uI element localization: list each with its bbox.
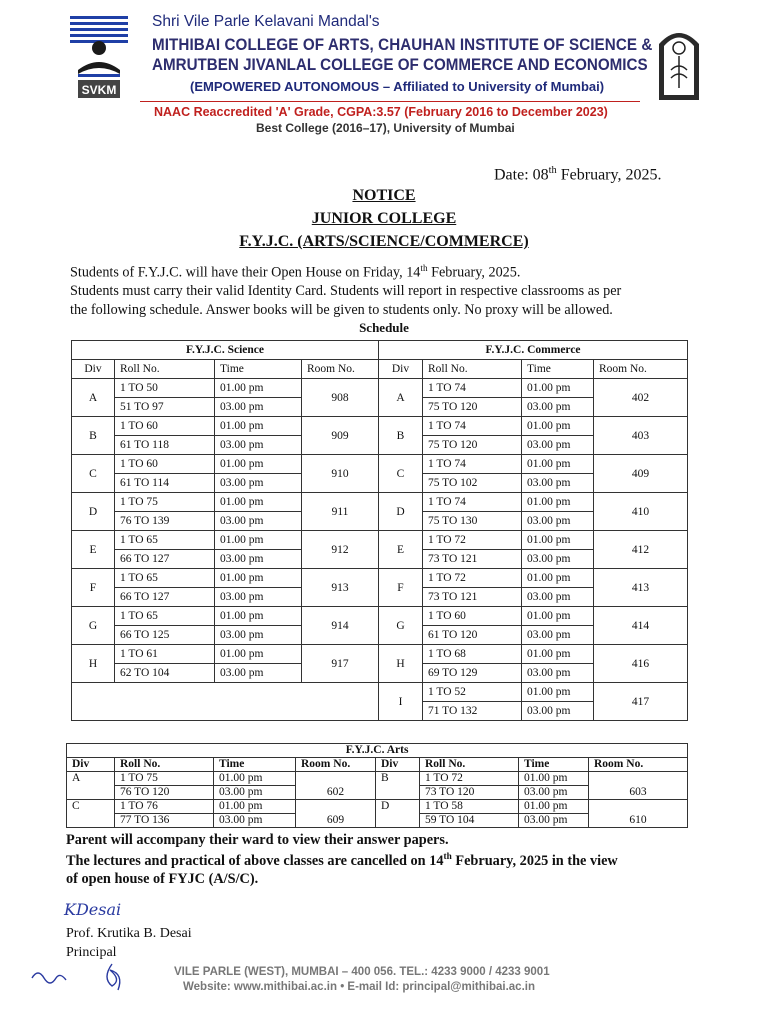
body-line-1: Students of F.Y.J.C. will have their Open House on Friday, 14th February, 2025. [70,263,521,281]
time-cell: 03.00 pm [215,436,302,455]
roll-cell: 1 TO 72 [423,531,522,550]
time-cell: 01.00 pm [522,417,594,436]
time-cell: 03.00 pm [519,814,589,828]
division-cell: F [72,569,115,607]
division-cell: I [379,683,423,721]
division-cell: C [72,455,115,493]
body-line-3: the following schedule. Answer books will be given to students only. No proxy will be allowed. [70,302,613,318]
division-cell: C [67,800,115,828]
roll-cell: 1 TO 65 [115,607,215,626]
note-cancel-2: of open house of FYJC (A/S/C). [66,871,259,887]
division-cell: H [379,645,423,683]
time-cell: 03.00 pm [522,702,594,721]
roll-cell: 73 TO 120 [420,786,519,800]
column-header: Div [376,758,420,772]
roll-cell: 59 TO 104 [420,814,519,828]
naac-grade: NAAC Reaccredited 'A' Grade, CGPA:3.57 (February 2016 to December 2023) [154,105,608,119]
time-cell: 03.00 pm [215,588,302,607]
room-cell: 413 [594,569,688,607]
time-cell: 01.00 pm [522,645,594,664]
time-cell: 03.00 pm [215,474,302,493]
room-cell: 913 [302,569,379,607]
time-cell: 01.00 pm [215,607,302,626]
time-cell: 03.00 pm [214,814,296,828]
column-header: Time [522,360,594,379]
note-cancel-1: The lectures and practical of above classes are cancelled on 14th February, 2025 in the view [66,852,618,869]
time-cell: 03.00 pm [215,664,302,683]
column-header: Roll No. [115,360,215,379]
roll-cell: 1 TO 65 [115,569,215,588]
roll-cell: 1 TO 60 [115,455,215,474]
roll-cell: 1 TO 58 [420,800,519,814]
roll-cell: 1 TO 52 [423,683,522,702]
time-cell: 03.00 pm [215,550,302,569]
time-cell: 01.00 pm [519,800,589,814]
room-cell: 410 [594,493,688,531]
division-cell: H [72,645,115,683]
trust-name: Shri Vile Parle Kelavani Mandal's [152,13,380,30]
time-cell: 03.00 pm [522,664,594,683]
roll-cell: 1 TO 72 [420,772,519,786]
roll-cell: 75 TO 102 [423,474,522,493]
footer-contact: Website: www.mithibai.ac.in • E-mail Id: principal@mithibai.ac.in [183,981,535,993]
room-cell: 911 [302,493,379,531]
time-cell: 01.00 pm [522,683,594,702]
roll-cell: 1 TO 75 [115,772,214,786]
room-cell: 412 [594,531,688,569]
room-cell: 610 [589,800,688,828]
principal-role: Principal [66,945,117,960]
division-cell: G [379,607,423,645]
college-name-line1: MITHIBAI COLLEGE OF ARTS, CHAUHAN INSTITUTE OF SCIENCE & [152,36,653,54]
room-cell: 402 [594,379,688,417]
division-cell: D [376,800,420,828]
division-cell: B [379,417,423,455]
roll-cell: 1 TO 74 [423,379,522,398]
roll-cell: 61 TO 114 [115,474,215,493]
time-cell: 01.00 pm [215,455,302,474]
roll-cell: 1 TO 50 [115,379,215,398]
time-cell: 03.00 pm [215,512,302,531]
junior-college-title: JUNIOR COLLEGE [311,210,457,227]
schedule-title: Schedule [359,320,409,335]
roll-cell: 75 TO 120 [423,398,522,417]
room-cell: 609 [296,800,376,828]
roll-cell: 75 TO 120 [423,436,522,455]
time-cell: 03.00 pm [522,474,594,493]
column-header: Roll No. [420,758,519,772]
time-cell: 03.00 pm [522,398,594,417]
svkm-logo [68,14,130,100]
table-row [72,455,688,474]
schedule-table [71,340,688,721]
stamp-signatures [28,958,138,992]
college-crest-logo [655,26,703,102]
roll-cell: 61 TO 120 [423,626,522,645]
roll-cell: 1 TO 65 [115,531,215,550]
roll-cell: 73 TO 121 [423,588,522,607]
division-cell: B [72,417,115,455]
column-header: Time [215,360,302,379]
time-cell: 03.00 pm [522,436,594,455]
roll-cell: 66 TO 127 [115,588,215,607]
room-cell: 602 [296,772,376,800]
time-cell: 03.00 pm [214,786,296,800]
room-cell: 917 [302,645,379,683]
roll-cell: 1 TO 76 [115,800,214,814]
roll-cell: 75 TO 130 [423,512,522,531]
time-cell: 01.00 pm [215,531,302,550]
time-cell: 03.00 pm [522,626,594,645]
time-cell: 01.00 pm [214,772,296,786]
arts-table [66,743,688,828]
roll-cell: 66 TO 127 [115,550,215,569]
note-parent: Parent will accompany their ward to view their answer papers. [66,832,449,848]
time-cell: 01.00 pm [522,379,594,398]
best-college: Best College (2016–17), University of Mumbai [256,121,515,135]
table-row [72,683,688,702]
time-cell: 01.00 pm [215,569,302,588]
column-header: Div [72,360,115,379]
header-rule [140,101,640,102]
roll-cell: 1 TO 61 [115,645,215,664]
time-cell: 01.00 pm [215,493,302,512]
time-cell: 03.00 pm [522,588,594,607]
roll-cell: 77 TO 136 [115,814,214,828]
notice-date: Date: 08th February, 2025. [494,165,662,184]
body-line-2: Students must carry their valid Identity Card. Students will report in respective classrooms as per [70,283,622,299]
time-cell: 01.00 pm [522,607,594,626]
arts-title: F.Y.J.C. Arts [67,744,688,758]
division-cell: E [72,531,115,569]
time-cell: 01.00 pm [522,455,594,474]
column-header: Roll No. [423,360,522,379]
time-cell: 03.00 pm [522,512,594,531]
roll-cell: 1 TO 68 [423,645,522,664]
roll-cell: 1 TO 74 [423,417,522,436]
room-cell: 603 [589,772,688,800]
column-header: Div [67,758,115,772]
roll-cell: 71 TO 132 [423,702,522,721]
science-title: F.Y.J.C. Science [72,341,379,360]
roll-cell: 1 TO 60 [115,417,215,436]
table-row [72,645,688,664]
column-header: Time [519,758,589,772]
room-cell: 912 [302,531,379,569]
room-cell: 908 [302,379,379,417]
footer-address: VILE PARLE (WEST), MUMBAI – 400 056. TEL.: 4233 9000 / 4233 9001 [174,966,550,978]
table-row [72,379,688,398]
column-header: Room No. [296,758,376,772]
table-row [72,417,688,436]
roll-cell: 51 TO 97 [115,398,215,417]
fyjc-title: F.Y.J.C. (ARTS/SCIENCE/COMMERCE) [239,233,529,250]
room-cell: 416 [594,645,688,683]
column-header: Div [379,360,423,379]
division-cell: A [379,379,423,417]
division-cell: B [376,772,420,800]
roll-cell: 76 TO 120 [115,786,214,800]
time-cell: 01.00 pm [214,800,296,814]
principal-name: Prof. Krutika B. Desai [66,926,192,941]
time-cell: 01.00 pm [519,772,589,786]
room-cell: 414 [594,607,688,645]
time-cell: 01.00 pm [215,417,302,436]
autonomous-status: (EMPOWERED AUTONOMOUS – Affiliated to University of Mumbai) [190,79,605,94]
column-header: Room No. [594,360,688,379]
room-cell: 403 [594,417,688,455]
column-header: Room No. [589,758,688,772]
roll-cell: 1 TO 74 [423,455,522,474]
signature-scribble: KDesai [64,900,122,919]
time-cell: 01.00 pm [522,493,594,512]
division-cell: D [72,493,115,531]
roll-cell: 1 TO 75 [115,493,215,512]
time-cell: 03.00 pm [215,626,302,645]
room-cell: 914 [302,607,379,645]
column-header: Roll No. [115,758,214,772]
table-row [72,569,688,588]
division-cell: D [379,493,423,531]
division-cell: F [379,569,423,607]
division-cell: C [379,455,423,493]
college-name-line2: AMRUTBEN JIVANLAL COLLEGE OF COMMERCE AND ECONOMICS [152,56,648,74]
roll-cell: 66 TO 125 [115,626,215,645]
division-cell: G [72,607,115,645]
room-cell: 909 [302,417,379,455]
notice-title: NOTICE [352,187,416,204]
table-row [72,493,688,512]
roll-cell: 1 TO 72 [423,569,522,588]
time-cell: 03.00 pm [519,786,589,800]
column-header: Time [214,758,296,772]
empty-cell [72,683,379,721]
time-cell: 01.00 pm [215,379,302,398]
room-cell: 417 [594,683,688,721]
table-row [72,607,688,626]
roll-cell: 1 TO 60 [423,607,522,626]
roll-cell: 61 TO 118 [115,436,215,455]
roll-cell: 69 TO 129 [423,664,522,683]
column-header: Room No. [302,360,379,379]
time-cell: 01.00 pm [522,531,594,550]
division-cell: E [379,531,423,569]
roll-cell: 1 TO 74 [423,493,522,512]
division-cell: A [72,379,115,417]
time-cell: 01.00 pm [215,645,302,664]
table-row [72,531,688,550]
table-row [67,800,688,814]
time-cell: 01.00 pm [522,569,594,588]
time-cell: 03.00 pm [215,398,302,417]
roll-cell: 76 TO 139 [115,512,215,531]
room-cell: 910 [302,455,379,493]
division-cell: A [67,772,115,800]
roll-cell: 73 TO 121 [423,550,522,569]
table-row [67,772,688,786]
room-cell: 409 [594,455,688,493]
commerce-title: F.Y.J.C. Commerce [379,341,688,360]
time-cell: 03.00 pm [522,550,594,569]
svg-text:SVKM: SVKM [81,83,117,97]
roll-cell: 62 TO 104 [115,664,215,683]
